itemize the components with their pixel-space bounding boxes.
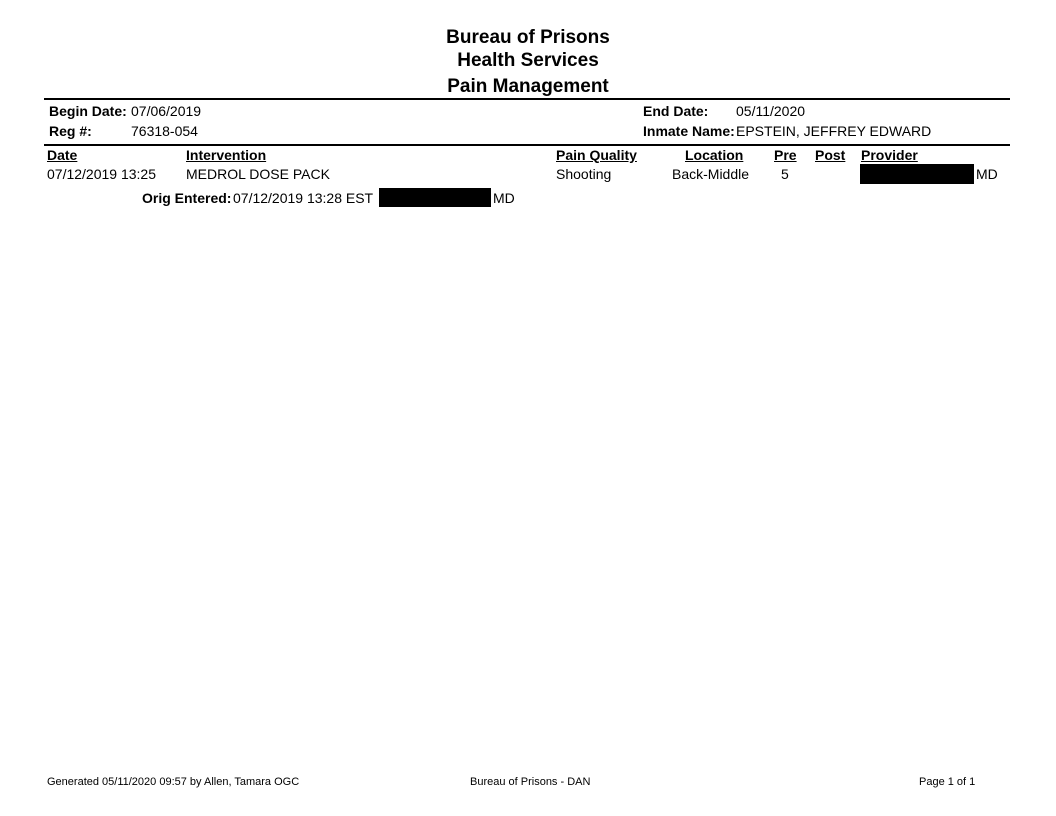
header-divider xyxy=(44,98,1010,100)
report-title-line2: Health Services xyxy=(457,50,599,71)
begin-date-value: 07/06/2019 xyxy=(131,103,202,119)
cell-pain-quality: Shooting xyxy=(556,166,612,182)
col-header-pre: Pre xyxy=(774,147,797,163)
footer-generated: Generated 05/11/2020 09:57 by Allen, Tamara OGC xyxy=(47,776,300,788)
col-header-provider: Provider xyxy=(861,147,918,163)
orig-entered-redaction xyxy=(379,188,491,207)
end-date-value: 05/11/2020 xyxy=(736,103,806,119)
cell-date: 07/12/2019 13:25 xyxy=(47,166,156,182)
report-title-line1: Bureau of Prisons xyxy=(446,27,610,48)
col-header-date: Date xyxy=(47,147,78,163)
footer-center: Bureau of Prisons - DAN xyxy=(470,776,591,788)
footer-page-number: Page 1 of 1 xyxy=(919,776,976,788)
report-title-line3: Pain Management xyxy=(447,76,609,97)
col-header-pain-quality: Pain Quality xyxy=(556,147,637,163)
cell-intervention: MEDROL DOSE PACK xyxy=(186,166,330,182)
reg-number-value: 76318-054 xyxy=(131,123,198,139)
orig-entered-label: Orig Entered: xyxy=(142,190,232,206)
cell-provider-suffix: MD xyxy=(976,166,998,182)
inmate-name-value: EPSTEIN, JEFFREY EDWARD xyxy=(736,123,932,139)
provider-name-redaction xyxy=(860,164,974,184)
cell-location: Back-Middle xyxy=(672,166,750,182)
reg-number-label: Reg #: xyxy=(49,123,92,139)
col-header-intervention: Intervention xyxy=(186,147,267,163)
col-header-location: Location xyxy=(685,147,744,163)
inmate-name-label: Inmate Name: xyxy=(643,123,735,139)
orig-entered-suffix: MD xyxy=(493,190,515,206)
col-header-post: Post xyxy=(815,147,846,163)
orig-entered-value: 07/12/2019 13:28 EST xyxy=(233,190,374,206)
cell-pre: 5 xyxy=(781,166,789,182)
end-date-label: End Date: xyxy=(643,103,709,119)
info-divider xyxy=(44,144,1010,146)
begin-date-label: Begin Date: xyxy=(49,103,127,119)
